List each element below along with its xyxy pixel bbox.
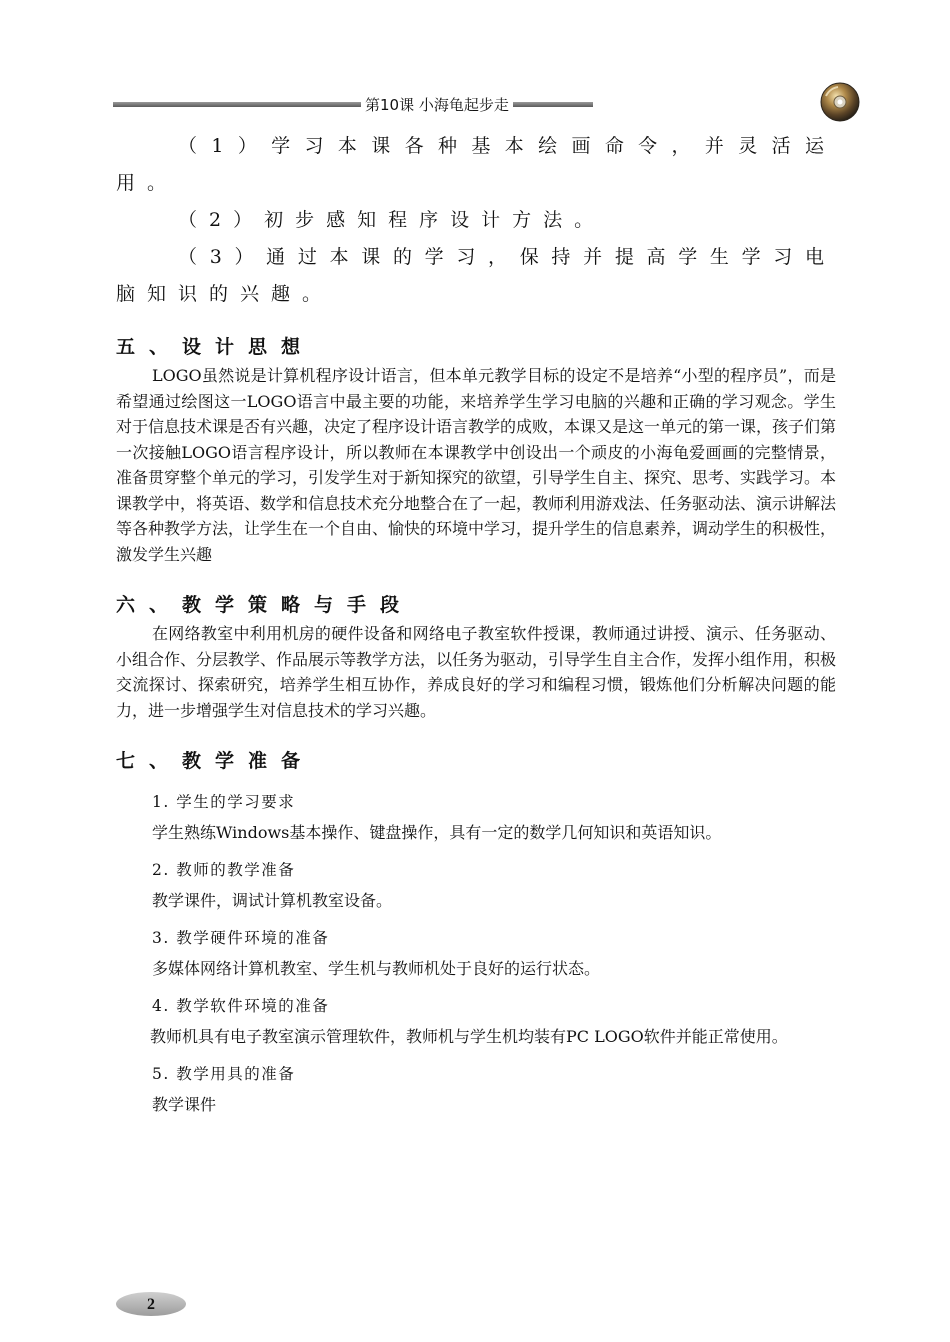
objective-3: （3）通过本课的学习，保持并提高学生学习电脑知识的兴趣。 [116,246,836,305]
objective-2: （2）初步感知程序设计方法。 [178,209,606,231]
prep-item-body: 教学课件，调试计算机教室设备。 [152,891,393,910]
page-content [116,128,836,1117]
section-heading-preparation: 七、教学准备 [116,750,315,772]
objective-1: （1）学习本课各种基本绘画命令，并灵活运用。 [116,135,836,194]
header-title: 第10课 小海龟起步走 [361,94,513,116]
strategy-paragraph: 在网络教室中利用机房的硬件设备和网络电子教室软件授课，教师通过讲授、演示、任务驱动、小组合作、分层教学、作品展示等教学方法，以任务为驱动，引导学生自主合作，发挥小组作用，积极交流探讨、探索研究，培养学生相互协作，养成良好的学习和编程习惯，锻炼他们分析解决问题的能力，进一步增强学生对信息技术的学习兴趣。 [116,624,837,720]
page-number-badge [116,1292,186,1316]
prep-item-title: 1. 学生的学习要求 [152,793,296,811]
section-heading-strategy: 六、教学策略与手段 [116,594,414,616]
prep-item-body: 教学课件 [152,1095,217,1114]
section-heading-design: 五、设计思想 [116,336,315,358]
design-paragraph: LOGO虽然说是计算机程序设计语言，但本单元教学目标的设定不是培养“小型的程序员”，而是希望通过绘图这一LOGO语言中最主要的功能，来培养学生学习电脑的兴趣和正确的学习观念。学生对于信息技术课是否有兴趣，决定了程序设计语言教学的成败，本课又是这一单元的第一课，孩子们第一次接触LOGO语言程序设计，所以教师在本课教学中创设出一个顽皮的小海龟爱画画的完整情景，准备贯穿整个单元的学习，引发学生对于新知探究的欲望，引导学生自主、探究、思考、实践学习。本课教学中，将英语、数学和信息技术充分地整合在了一起，教师利用游戏法、任务驱动法、演示讲解法等各种教学方法，让学生在一个自由、愉快的环境中学习，提升学生的信息素养，调动学生的积极性，激发学生兴趣 [116,366,837,564]
page-header [113,94,595,116]
prep-item-title: 3. 教学硬件环境的准备 [152,929,330,947]
cd-disc-icon [820,82,860,122]
header-rule [113,102,593,107]
prep-item-title: 4. 教学软件环境的准备 [152,997,330,1015]
prep-item-title: 5. 教学用具的准备 [152,1065,296,1083]
prep-item-title: 2. 教师的教学准备 [152,861,296,879]
page-number: 2 [147,1296,155,1313]
prep-item-body: 教师机具有电子教室演示管理软件，教师机与学生机均装有PC LOGO软件并能正常使用。 [150,1027,788,1046]
prep-item-body: 多媒体网络计算机教室、学生机与教师机处于良好的运行状态。 [152,959,601,978]
prep-item-body: 学生熟练Windows基本操作、键盘操作，具有一定的数学几何知识和英语知识。 [152,823,722,842]
